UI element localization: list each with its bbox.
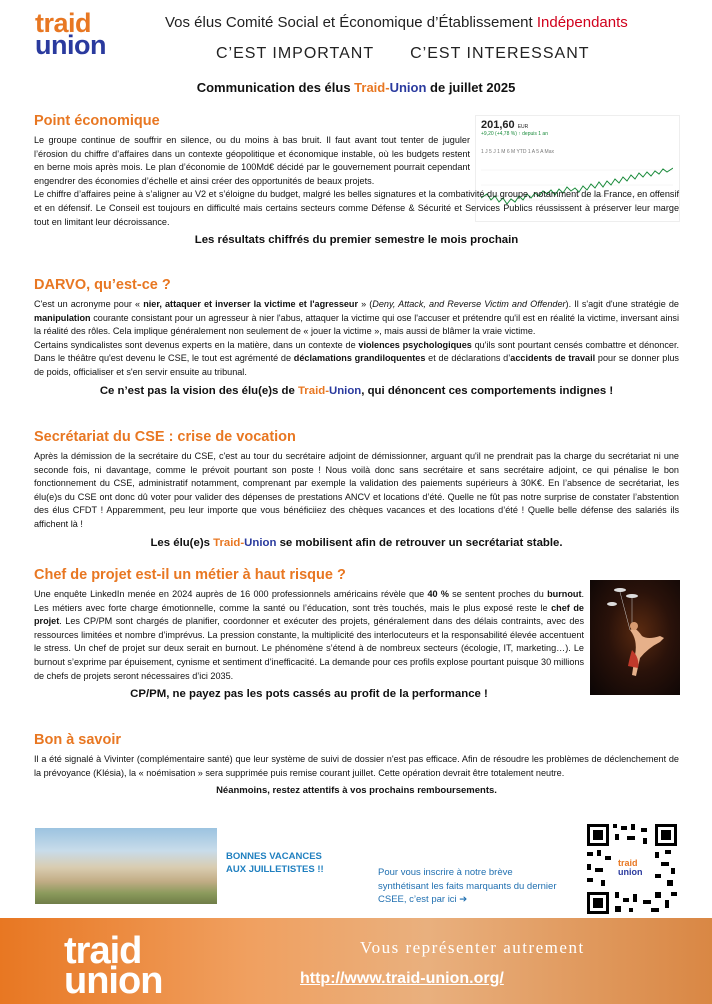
comm-prefix: Communication des élus bbox=[196, 80, 355, 95]
text-run: Une enquête LinkedIn menée en 2024 auprès de 16 000 professionnels américains révèle que bbox=[34, 589, 428, 599]
text-run-bold: violences psychologiques bbox=[358, 339, 472, 350]
paragraph: Le groupe continue de souffrir en silence, ou du moins à bas bruit. Il faut avant tout tenter de juguler l’érosion du chiffre d’affaires dans un contexte géopolitique et économique instable, où les budgets restent en berne mois après mois. Le plan d’économie de 100Md€ décidé par le gouvernement pourrait cependant engendrer des économies d’échelle et ainsi créer des opportunités de beaux projets. bbox=[34, 135, 470, 186]
brand-traid: Traid bbox=[297, 384, 326, 397]
section-darvo bbox=[34, 276, 679, 399]
footer-logo bbox=[64, 930, 163, 1002]
brand-union: Union bbox=[389, 80, 427, 95]
qr-center-logo bbox=[618, 859, 643, 877]
text-run-bold: burnout bbox=[547, 589, 582, 599]
header-taglines bbox=[216, 45, 626, 63]
logo-union: union bbox=[35, 30, 106, 60]
header-subtitle-main: Vos élus Comité Social et Économique d’Établissement bbox=[165, 14, 537, 31]
paragraph: Le chiffre d’affaires peine à s’aligner au V2 et s’éloigne du budget, malgré les belles signatures et la combativité du groupe, notamment de la France, en offensif et en défensif. Le Conseil est toujours en difficulté mais certains secteurs comme Défense & Sécurité et Services Publics réussissent à préserver leur marge tout en limitant leur décroissance. bbox=[34, 189, 679, 227]
brand-dash: - bbox=[325, 384, 329, 397]
paragraph bbox=[34, 298, 679, 339]
text-run: courante consistant pour un agresseur à nier l'abus, attaquer la victime qui ose l'accuser et prétendre qu'il est en réalité la victime, inversant ainsi la réalité des rôles. Cela implique généralement non seulement de « jouer la victime », mais aussi de blâmer la vraie victime. bbox=[34, 312, 679, 337]
text-run-bold: chef de projet bbox=[34, 602, 584, 627]
section-title: Secrétariat du CSE : crise de vocation bbox=[34, 429, 296, 445]
footer-slogan: Vous représenter autrement bbox=[360, 938, 585, 957]
text-run: ). Il s'agit d'une stratégie de bbox=[565, 299, 679, 309]
brand-traid: Traid bbox=[213, 536, 241, 549]
header-independants: Indépendants bbox=[536, 14, 628, 31]
traid-union-logo bbox=[35, 8, 127, 64]
text-run-bold: 40 % bbox=[427, 589, 449, 599]
text-run-bold: manipulation bbox=[34, 312, 91, 323]
text-run: Les élu(e)s bbox=[150, 536, 214, 549]
logo-traid: traid bbox=[35, 8, 92, 38]
text-run: Ce n’est pas la vision des élu(e)s de bbox=[99, 384, 298, 397]
footer-banner bbox=[0, 918, 712, 1004]
text-run: » ( bbox=[358, 299, 373, 309]
header-subtitle bbox=[165, 14, 628, 31]
brand-union: Union bbox=[329, 384, 362, 397]
section-conclusion: Néanmoins, restez attentifs à vos prochains remboursements. bbox=[216, 785, 497, 797]
stock-change: +9,20 (+4,78 %) ↑ depuis 1 an bbox=[481, 131, 548, 137]
text-run: se mobilisent afin de retrouver un secrétariat stable. bbox=[276, 536, 563, 549]
text-run: Certains syndicalistes sont devenus experts en la matière, dans un contexte de bbox=[34, 339, 359, 350]
section-title: Bon à savoir bbox=[34, 732, 122, 748]
footer-website-link[interactable]: http://www.traid-union.org/ bbox=[300, 970, 504, 987]
section-conclusion bbox=[34, 535, 679, 551]
communication-title bbox=[0, 80, 712, 95]
text-run: pour se donner plus de poids, officialiser et s'en servir ensuite au tribunal. bbox=[34, 353, 679, 377]
vacation-line: BONNES VACANCES bbox=[226, 851, 322, 862]
qr-logo-traid: traid bbox=[618, 858, 638, 868]
brand-union: Union bbox=[244, 536, 277, 549]
brand-traid: Traid bbox=[354, 80, 386, 95]
section-title: Chef de projet est-il un métier à haut risque ? bbox=[34, 567, 346, 583]
qr-logo-union: union bbox=[618, 867, 643, 877]
section-title: DARVO, qu’est-ce ? bbox=[34, 277, 171, 293]
text-run: . Les CP/PM sont chargés de planifier, coordonner et exécuter des projets, généralement dans des délais contraints, avec des ressources limitées et nombre d’imprévus. La pression constante, la multiplicité des interlocuteurs et la responsabilité élevée accentuent le stress. Un chef de projet sur deux serait en burnout. Le phénomène s’étend à de nombreux secteurs (écologie, IT, marketing…). Le burnout s’exprime par épuisement, cynisme et sentiment d’inefficacité. La demande pour ces profils explose pourtant puisque 30 millions de chefs de projets seront nécessaires d’ici 2035. bbox=[34, 616, 584, 681]
text-run: qu'ils sont pourtant censés combattre et dénoncer. Dans le théâtre qu'est devenu le CSE, le tout est agrémenté de bbox=[34, 339, 679, 364]
section-bon-a-savoir bbox=[34, 731, 679, 799]
stock-range-tabs: 1 J 5 J 1 M 6 M YTD 1 A 5 A Max bbox=[481, 149, 554, 155]
paragraph: Il a été signalé à Vivinter (complémentaire santé) que leur système de suivi de dossier n'est pas efficace. Afin de résoudre les problèmes de déclenchement de la prévoyance (Klésia), la « noémisation » sera supprimée puis remise courant juillet. Cette opération devrait être totalement neutre. bbox=[34, 754, 679, 778]
section-conclusion: CP/PM, ne payez pas les pots cassés au profit de la performance ! bbox=[130, 688, 488, 701]
comm-suffix: de juillet 2025 bbox=[426, 80, 516, 95]
vacation-line: AUX JUILLETISTES !! bbox=[226, 864, 324, 875]
text-run-bold: accidents de travail bbox=[510, 353, 596, 364]
section-conclusion: Les résultats chiffrés du premier semestre le mois prochain bbox=[194, 234, 519, 247]
tagline-important: C’EST IMPORTANT bbox=[216, 45, 375, 62]
footer-logo-union: union bbox=[64, 960, 163, 1002]
brand-dash: - bbox=[240, 536, 245, 549]
text-run: . Les métiers avec forte charge émotionnelle, comme la santé ou l’éducation, sont très touchés, mais le plus exposé reste le bbox=[34, 589, 584, 613]
text-run: , qui dénoncent ces comportements indignes ! bbox=[361, 384, 614, 397]
text-run: C'est un acronyme pour « bbox=[34, 299, 144, 309]
text-run-bold: déclamations grandiloquentes bbox=[293, 353, 426, 364]
text-run-italic: Deny, Attack, and Reverse Victim and Offender bbox=[372, 299, 566, 309]
text-run: et de déclarations d’ bbox=[425, 353, 511, 364]
text-run: se sentent proches du bbox=[448, 589, 548, 599]
section-chef-de-projet bbox=[34, 566, 679, 702]
beach-photo bbox=[35, 828, 217, 904]
section-secretariat bbox=[34, 428, 679, 551]
footer-logo-traid: traid bbox=[64, 930, 142, 972]
paragraph: Après la démission de la secrétaire du CSE, c'est au tour du secrétaire adjoint de démissionner, arguant qu'il ne prendrait pas la charge du secrétariat ni une seconde fois, ni davantage, comme le prévoit pourtant son poste ! Nous voilà donc sans secrétaire et sans secrétaire adjoint, ce qui pénalise le bon fonctionnement du CSE, administratif notamment, comprenant par exemple la validation des paiements supérieurs à 30K€. En l’absence de secrétariat, les élu(e)s du CSE ont donc dû voter pour valider des dépenses de prestations ANCV et locations d’été. Quelle ne fût pas notre surprise de constater l’abstention des élus CFDT ! Apparemment, peu leur importe que vous bénéficiiez des chèques vacances et des locations d’été ! Quelle belle défense des salariés ils affichent là ! bbox=[34, 451, 679, 529]
qr-code[interactable] bbox=[585, 822, 679, 916]
vacation-wishes bbox=[226, 850, 324, 876]
tagline-interessant: C’EST INTERESSANT bbox=[410, 45, 590, 62]
stock-currency: EUR bbox=[517, 124, 529, 130]
paragraph bbox=[34, 588, 584, 683]
section-title: Point économique bbox=[34, 113, 160, 129]
paragraph bbox=[34, 339, 679, 380]
brand-dash: - bbox=[385, 80, 390, 95]
stock-price-value: 201,60 bbox=[481, 119, 515, 131]
newsletter-register-link[interactable]: Pour vous inscrire à notre brève synthétisant les faits marquants du dernier CSEE, c’est par ici ➔ bbox=[378, 867, 557, 905]
section-conclusion bbox=[34, 383, 679, 399]
section-point-economique bbox=[34, 112, 679, 248]
text-run-bold: nier, attaquer et inverser la victime et l'agresseur bbox=[143, 299, 359, 309]
